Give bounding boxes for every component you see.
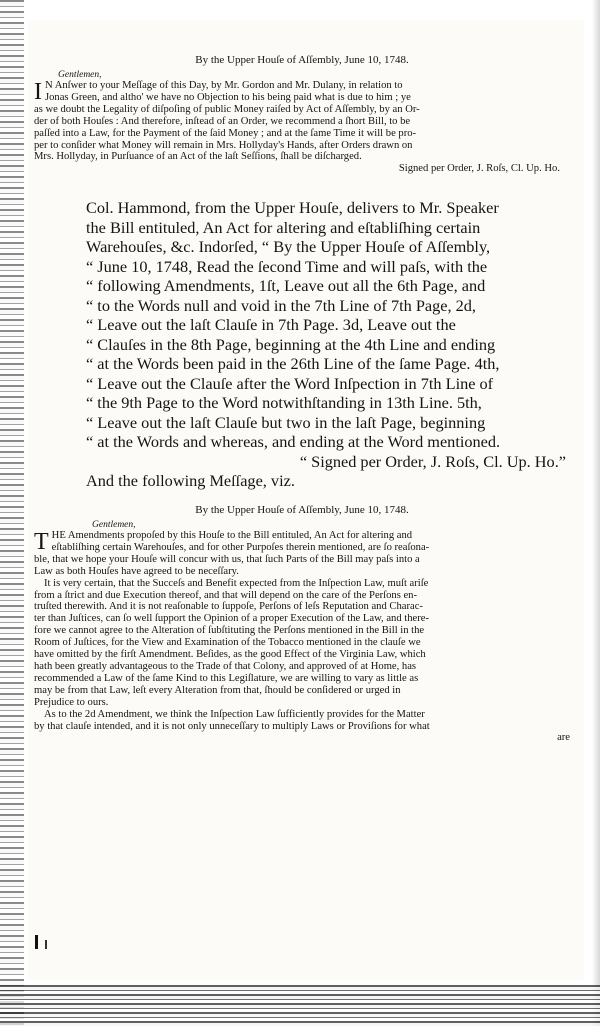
second-message-line: HE Amendments propoſed by this Houſe to the Bill entituled, An Act for altering and	[51, 530, 413, 541]
narrative-line: “ Leave out the laſt Clauſe but two in the laſt Page, beginning	[86, 412, 486, 432]
second-message-line: ble, that we hope your Houſe will concur with us, that ſuch Parts of the Bill may paſs into a	[34, 553, 420, 565]
first-message-line: Jonas Green, and altho' we have no Objection to his being paid what is due to him ; ye	[45, 91, 411, 103]
second-message	[34, 504, 570, 744]
second-message-salutation: Gentlemen,	[92, 520, 136, 530]
second-message-line: fore we cannot agree to the Alteration of ſubſtituting the Perſons mentioned in the Bill in the	[34, 625, 425, 637]
narrative-line: “ the 9th Page to the Word notwithſtanding in 13th Line. 5th,	[86, 393, 482, 412]
narrative-line: “ at the Words and whereas, and ending at the Word mentioned.	[86, 432, 501, 451]
second-message-dropcap: T	[34, 529, 49, 555]
first-message-line: N Anſwer to your Meſſage of this Day, by Mr. Gordon and Mr. Dulany, in relation to	[45, 80, 403, 91]
margin-mark	[35, 935, 38, 949]
first-message-line: Mrs. Hollyday, in Purſuance of an Act of the laſt Seſſions, ſhall be diſcharged.	[34, 151, 362, 163]
first-message-line: per to conſider what Money will remain in Mrs. Hollyday's Hands, after Orders drawn on	[34, 139, 413, 151]
page-bottom-edge	[0, 985, 600, 1026]
narrative-line: “ Leave out the Clauſe after the Word Inſpection in 7th Line of	[86, 373, 494, 393]
catchword: are	[557, 732, 570, 744]
second-message-line: may be from that Law, leſt every Alteration from that, ſhould be conſidered or urged in	[34, 684, 401, 696]
second-message-line: have omitted by the firſt Amendment. Beſides, as the good Effect of the Virginia Law, which	[34, 649, 426, 661]
second-message-heading: By the Upper Houſe of Aſſembly, June 10, 1748.	[195, 504, 409, 516]
second-message-line: hath been greatly advantageous to the Trade of that Colony, and approved of at Home, has	[34, 660, 417, 672]
narrative-line: Col. Hammond, from the Upper Houſe, delivers to Mr. Speaker	[86, 198, 499, 217]
first-message-heading: By the Upper Houſe of Aſſembly, June 10, 1748.	[195, 54, 409, 66]
narrative-line: Warehouſes, &c. Indorſed, “ By the Upper Houſe of Aſſembly,	[86, 237, 491, 256]
second-message-line: As to the 2d Amendment, we think the Inſpection Law ſufficiently provides for the Matter	[44, 708, 425, 720]
narrative-closing: And the following Meſſage, viz.	[86, 471, 295, 490]
second-message-line: eſtabliſhing certain Warehouſes, and for other Purpoſes therein mentioned, are ſo reaſona-	[51, 541, 430, 553]
first-message-line: der of both Houſes : And therefore, inſtead of an Order, we recommend a ſhort Bill, to be	[34, 115, 411, 127]
second-message-line: recommended a Law of the ſame Kind to this Legiſlature, we are willing to vary as little as	[34, 672, 419, 684]
binding-edge	[0, 0, 24, 1026]
first-message-signature: Signed per Order, J. Roſs, Cl. Up. Ho.	[398, 163, 560, 175]
first-message-dropcap: I	[34, 79, 42, 105]
narrative-line: “ to the Words null and void in the 7th Line of 7th Page, 2d,	[86, 295, 476, 315]
narrative-line: “ Clauſes in the 8th Page, beginning at the 4th Line and ending	[86, 334, 496, 354]
first-message-line: paſſed into a Law, for the Payment of the ſaid Money ; and at the ſame Time it will be pro-	[34, 127, 417, 139]
page-right-edge	[592, 0, 600, 1026]
second-message-line: truſted therewith. And it is not reaſonable to ſuppoſe, Perſons of leſs Reputation and Charac-	[34, 601, 423, 613]
narrative-line: “ Leave out the laſt Clauſe in 7th Page. 3d, Leave out the	[86, 315, 456, 334]
second-message-body	[34, 530, 570, 744]
second-message-line: by that clauſe intended, and it is not only unneceſſary to multiply Laws or Proviſions for what	[34, 720, 430, 732]
second-message-line: It is very certain, that the Succeſs and Benefit expected from the Inſpection Law, muſt ariſe	[44, 577, 429, 589]
narrative-line: “ following Amendments, 1ſt, Leave out all the 6th Page, and	[86, 276, 486, 295]
first-message-line: as we doubt the Legality of diſpoſing of public Money raiſed by Act of Aſſembly, by an Or-	[34, 103, 420, 115]
second-message-line: ter than Juſtices, can ſo well ſupport the Opinion of a proper Execution of the Law, and there-	[34, 613, 429, 625]
second-message-line: Law as both Houſes have agreed to be neceſſary.	[34, 565, 239, 577]
narrative-line: “ June 10, 1748, Read the ſecond Time and will paſs, with the	[86, 256, 488, 276]
second-message-line: Prejudice to ours.	[34, 696, 109, 708]
narrative-line: “ at the Words been paid in the 26th Line of the ſame Page. 4th,	[86, 354, 500, 373]
margin-mark	[45, 940, 47, 949]
first-message-salutation: Gentlemen,	[58, 70, 102, 80]
first-message	[34, 54, 570, 175]
first-message-body	[34, 80, 570, 175]
second-message-line: Room of Juſtices, for the View and Examination of the Tobacco mentioned in the clauſe we	[34, 637, 421, 649]
narrative-paragraph	[86, 198, 570, 491]
narrative-line: the Bill entituled, An Act for altering and eſtabliſhing certain	[86, 217, 481, 237]
narrative-signature: “ Signed per Order, J. Roſs, Cl. Up. Ho.”	[299, 451, 566, 471]
second-message-line: from a ſtrict and due Execution thereof, and that will depend on the care of the Perſons en-	[34, 589, 418, 601]
